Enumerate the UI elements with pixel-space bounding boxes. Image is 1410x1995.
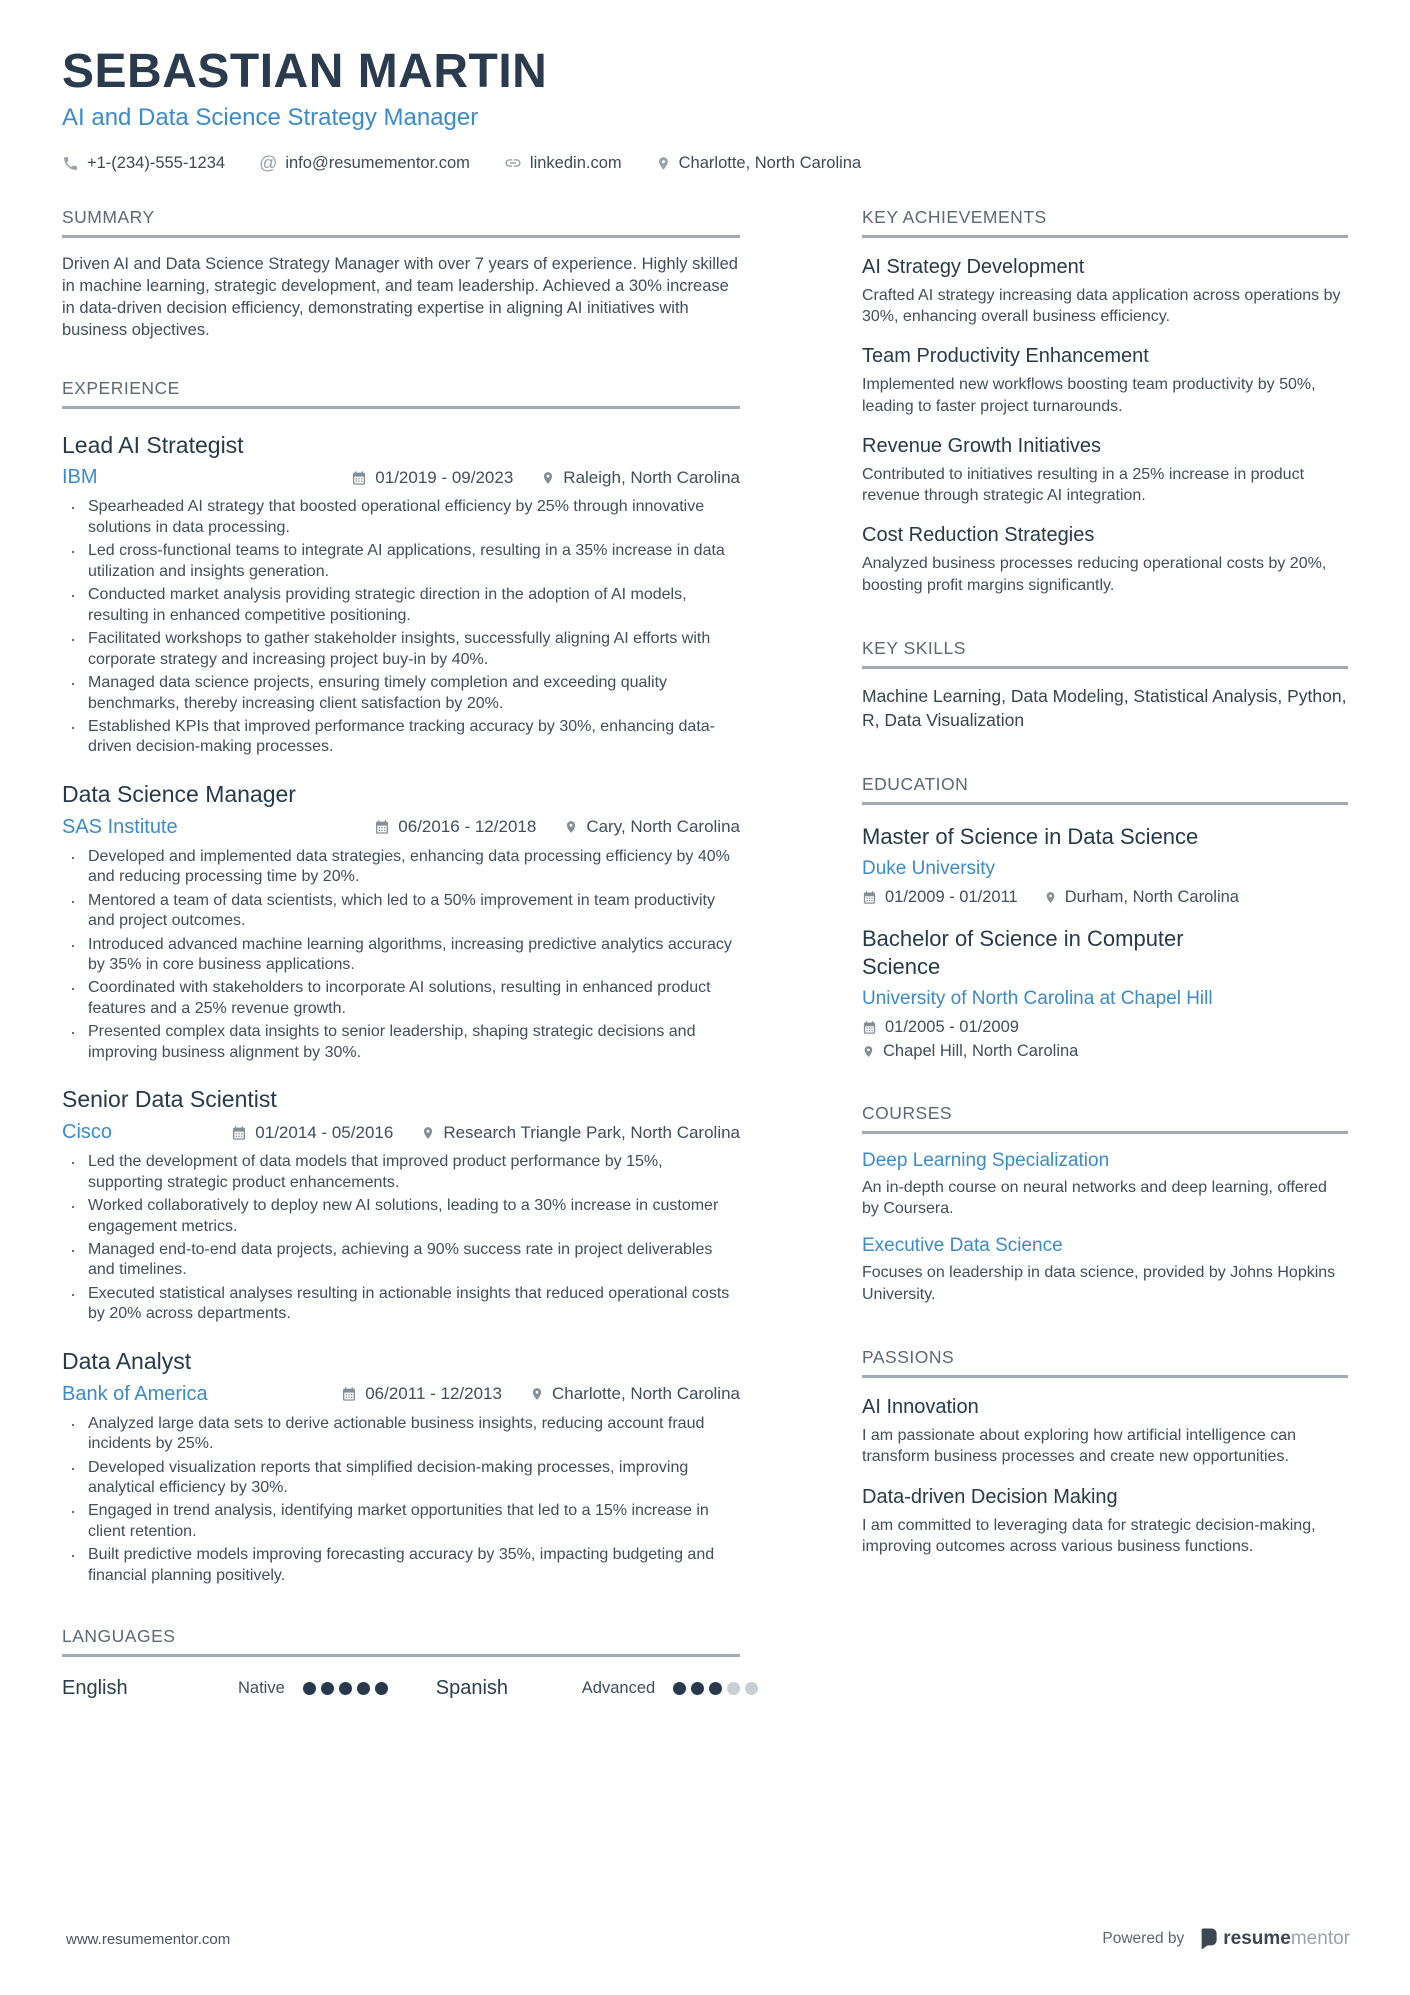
education-meta (862, 888, 1348, 907)
location-text: Charlotte, North Carolina (678, 153, 862, 172)
experience-section (62, 378, 740, 1587)
at-icon: @ (259, 153, 278, 174)
bullet: · Led cross-functional teams to integrate AI applications, resulting in a 35% increase in data utilization and insights generation. (62, 541, 740, 582)
passion-body: I am committed to leveraging data for strategic decision-making, improving outcomes across various business functions. (862, 1516, 1316, 1555)
job-location: Research Triangle Park, North Carolina (421, 1123, 740, 1143)
achievements-section (862, 207, 1348, 596)
resume-header (62, 46, 1348, 173)
skills-heading: KEY SKILLS (862, 638, 1348, 669)
powered-by-label: Powered by (1102, 1930, 1185, 1947)
job-location: Cary, North Carolina (564, 817, 740, 837)
location-pin-icon (530, 1386, 544, 1402)
course-item (862, 1150, 1348, 1220)
level-dot-filled (321, 1682, 334, 1695)
bullet: · Engaged in trend analysis, identifying market opportunities that led to a 15% increase in client retention. (62, 1501, 740, 1542)
calendar-icon (351, 470, 367, 486)
course-title[interactable]: Deep Learning Specialization (862, 1149, 1110, 1171)
resumementor-logo[interactable] (1198, 1928, 1350, 1950)
degree-title: Master of Science in Data Science (862, 824, 1199, 850)
education-heading: EDUCATION (862, 774, 1348, 805)
brand-light: mentor (1290, 1928, 1350, 1949)
resumementor-icon (1198, 1928, 1218, 1950)
bullet: · Mentored a team of data scientists, which led to a 50% improvement in team productivity and project outcomes. (62, 891, 740, 932)
achievement-title: AI Strategy Development (862, 255, 1085, 278)
job-location: Charlotte, North Carolina (530, 1384, 740, 1404)
passion-title: Data-driven Decision Making (862, 1485, 1118, 1508)
education-location: Chapel Hill, North Carolina (862, 1042, 1078, 1061)
bullet: · Led the development of data models that improved product performance by 15%, supporting strategic product enhancements. (62, 1152, 740, 1193)
passion-title: AI Innovation (862, 1396, 979, 1419)
skills-section (862, 638, 1348, 732)
education-entry (862, 823, 1348, 907)
languages-row (62, 1677, 740, 1700)
column-gutter (740, 207, 800, 1701)
achievement-title: Team Productivity Enhancement (862, 345, 1149, 368)
skills-text: Machine Learning, Data Modeling, Statistical Analysis, Python, R, Data Visualization (862, 685, 1347, 730)
level-dot-empty (727, 1682, 740, 1695)
phone-icon (62, 155, 79, 172)
job-bullets (62, 847, 740, 1064)
experience-job (62, 1085, 740, 1325)
contact-row (62, 154, 1348, 173)
job-dates: 01/2014 - 05/2016 (231, 1123, 393, 1143)
location-pin-icon (862, 1044, 875, 1059)
contact-phone (62, 154, 225, 173)
bullet: · Introduced advanced machine learning algorithms, increasing predictive analytics accuracy by 35% in core business applications. (62, 935, 740, 976)
page-footer (66, 1928, 1350, 1950)
achievement-body: Crafted AI strategy increasing data application across operations by 30%, enhancing overall business efficiency. (862, 286, 1341, 326)
person-title: AI and Data Science Strategy Manager (62, 103, 479, 131)
achievement-item (862, 343, 1348, 417)
summary-heading: SUMMARY (62, 207, 740, 238)
achievement-body: Implemented new workflows boosting team productivity by 50%, leading to faster project turnarounds. (862, 376, 1316, 415)
level-dot-filled (339, 1682, 352, 1695)
degree-title: Bachelor of Science in Computer Science (862, 925, 1184, 980)
course-description: An in-depth course on neural networks and deep learning, offered by Coursera. (862, 1178, 1327, 1218)
education-entry (862, 925, 1348, 1061)
bullet: · Conducted market analysis providing strategic direction in the adoption of AI models, resulting in enhanced competitive positioning. (62, 585, 740, 626)
achievement-title: Cost Reduction Strategies (862, 524, 1095, 547)
job-title: Lead AI Strategist (62, 431, 244, 458)
education-location: Durham, North Carolina (1044, 888, 1239, 907)
university-link[interactable]: University of North Carolina at Chapel Hill (862, 987, 1213, 1009)
location-pin-icon (564, 819, 578, 835)
calendar-icon (862, 890, 877, 905)
experience-heading: EXPERIENCE (62, 378, 740, 409)
passions-section (862, 1347, 1348, 1557)
job-location: Raleigh, North Carolina (541, 468, 740, 488)
experience-job (62, 780, 740, 1063)
bullet: · Established KPIs that improved performance tracking accuracy by 30%, enhancing data-driven decision-making processes. (62, 717, 740, 758)
location-pin-icon (656, 155, 671, 172)
website-url: linkedin.com (529, 153, 622, 172)
passion-body: I am passionate about exploring how artificial intelligence can transform business processes and create new opportunities. (862, 1427, 1297, 1466)
course-item (862, 1235, 1348, 1305)
level-dot-filled (303, 1682, 316, 1695)
job-meta (62, 1383, 740, 1406)
footer-website-link[interactable]: www.resumementor.com (66, 1930, 231, 1948)
job-title: Senior Data Scientist (62, 1086, 277, 1113)
email-address: info@resumementor.com (285, 153, 470, 172)
achievement-title: Revenue Growth Initiatives (862, 434, 1102, 457)
job-dates: 01/2019 - 09/2023 (351, 468, 513, 488)
university-link[interactable]: Duke University (862, 857, 996, 879)
company-link[interactable]: IBM (62, 466, 98, 489)
job-meta (62, 816, 740, 839)
education-dates: 01/2005 - 01/2009 (862, 1018, 1019, 1037)
achievement-body: Contributed to initiatives resulting in a 25% increase in product revenue through strategic AI integration. (862, 465, 1305, 505)
link-icon (504, 154, 522, 172)
language-level: Native (238, 1679, 285, 1698)
bullet: · Built predictive models improving forecasting accuracy by 35%, impacting budgeting and financial planning positively. (62, 1545, 740, 1586)
bullet: · Executed statistical analyses resulting in actionable insights that reduced operational costs by 20% across departments. (62, 1284, 740, 1325)
job-meta (62, 466, 740, 489)
level-dot-filled (691, 1682, 704, 1695)
brand-bold: resume (1223, 1928, 1291, 1949)
calendar-icon (341, 1386, 357, 1402)
contact-email[interactable] (259, 154, 470, 173)
company-link[interactable]: SAS Institute (62, 815, 178, 838)
calendar-icon (374, 819, 390, 835)
language-name: Spanish (435, 1677, 509, 1700)
job-dates: 06/2011 - 12/2013 (341, 1384, 502, 1404)
achievement-item (862, 522, 1348, 596)
experience-job (62, 1347, 740, 1587)
bullet: · Managed data science projects, ensuring timely completion and exceeding quality benchmarks, thereby increasing client satisfaction by 20%. (62, 673, 740, 714)
education-meta (862, 1018, 1348, 1061)
contact-location (656, 154, 862, 173)
calendar-icon (231, 1125, 247, 1141)
job-meta (62, 1121, 740, 1144)
languages-section (62, 1626, 740, 1700)
level-dot-filled (375, 1682, 388, 1695)
job-title: Data Analyst (62, 1347, 192, 1374)
job-title: Data Science Manager (62, 780, 296, 807)
passion-item (862, 1484, 1348, 1558)
achievements-heading: KEY ACHIEVEMENTS (862, 207, 1348, 238)
bullet: · Developed and implemented data strategies, enhancing data processing efficiency by 40% and reducing processing time by 20%. (62, 847, 740, 888)
experience-job (62, 431, 740, 758)
bullet: · Developed visualization reports that simplified decision-making processes, improving analytical efficiency by 30%. (62, 1458, 740, 1499)
achievement-item (862, 433, 1348, 507)
brand-text (1223, 1928, 1350, 1950)
languages-heading: LANGUAGES (62, 1626, 740, 1657)
language-name: English (62, 1677, 128, 1700)
achievement-item (862, 254, 1348, 328)
bullet: · Managed end-to-end data projects, achieving a 90% success rate in project deliverables and timelines. (62, 1240, 740, 1281)
bullet: · Analyzed large data sets to derive actionable business insights, reducing account fraud incidents by 25%. (62, 1414, 740, 1455)
course-description: Focuses on leadership in data science, provided by Johns Hopkins University. (862, 1264, 1336, 1303)
phone-number: +1-(234)-555-1234 (87, 153, 226, 172)
language-level: Advanced (581, 1679, 656, 1698)
calendar-icon (862, 1020, 877, 1035)
education-dates: 01/2009 - 01/2011 (862, 888, 1018, 907)
right-column (862, 207, 1348, 1701)
job-bullets (62, 1414, 740, 1587)
language-entry (436, 1677, 758, 1700)
bullet: · Spearheaded AI strategy that boosted operational efficiency by 25% through innovative solutions in data processing. (62, 497, 740, 538)
passion-item (862, 1394, 1348, 1468)
contact-website[interactable] (504, 154, 622, 173)
bullet: · Coordinated with stakeholders to incorporate AI solutions, resulting in enhanced product features and a 25% revenue growth. (62, 978, 740, 1019)
company-link[interactable]: Bank of America (62, 1382, 208, 1405)
course-title[interactable]: Executive Data Science (862, 1235, 1063, 1257)
language-entry (62, 1677, 388, 1700)
bullet: · Facilitated workshops to gather stakeholder insights, successfully aligning AI efforts with corporate strategy and increasing project buy-in by 40%. (62, 629, 740, 670)
passions-heading: PASSIONS (862, 1347, 1348, 1378)
bullet: · Presented complex data insights to senior leadership, shaping strategic decisions and improving business alignment by 30%. (62, 1022, 740, 1063)
location-pin-icon (541, 470, 555, 486)
left-column (62, 207, 740, 1701)
level-dot-filled (673, 1682, 686, 1695)
level-dot-filled (709, 1682, 722, 1695)
language-level-dots (303, 1682, 388, 1695)
education-section (862, 774, 1348, 1061)
bullet: · Worked collaboratively to deploy new AI solutions, leading to a 30% increase in customer engagement metrics. (62, 1196, 740, 1237)
level-dot-filled (357, 1682, 370, 1695)
courses-section (862, 1103, 1348, 1305)
person-name: SEBASTIAN MARTIN (62, 45, 548, 98)
location-pin-icon (1044, 890, 1057, 905)
job-dates: 06/2016 - 12/2018 (374, 817, 536, 837)
job-bullets (62, 1152, 740, 1325)
achievement-body: Analyzed business processes reducing operational costs by 20%, boosting profit margins significantly. (862, 555, 1327, 594)
summary-section (62, 207, 740, 342)
summary-text: Driven AI and Data Science Strategy Manager with over 7 years of experience. Highly skilled in machine learning, strategic development, and team leadership. Achieved a 30% increase in data-driven decision efficiency, demonstrating expertise in aligning AI initiatives with business objectives. (62, 254, 738, 339)
company-link[interactable]: Cisco (62, 1121, 113, 1144)
courses-heading: COURSES (862, 1103, 1348, 1134)
job-bullets (62, 497, 740, 758)
location-pin-icon (421, 1125, 435, 1141)
